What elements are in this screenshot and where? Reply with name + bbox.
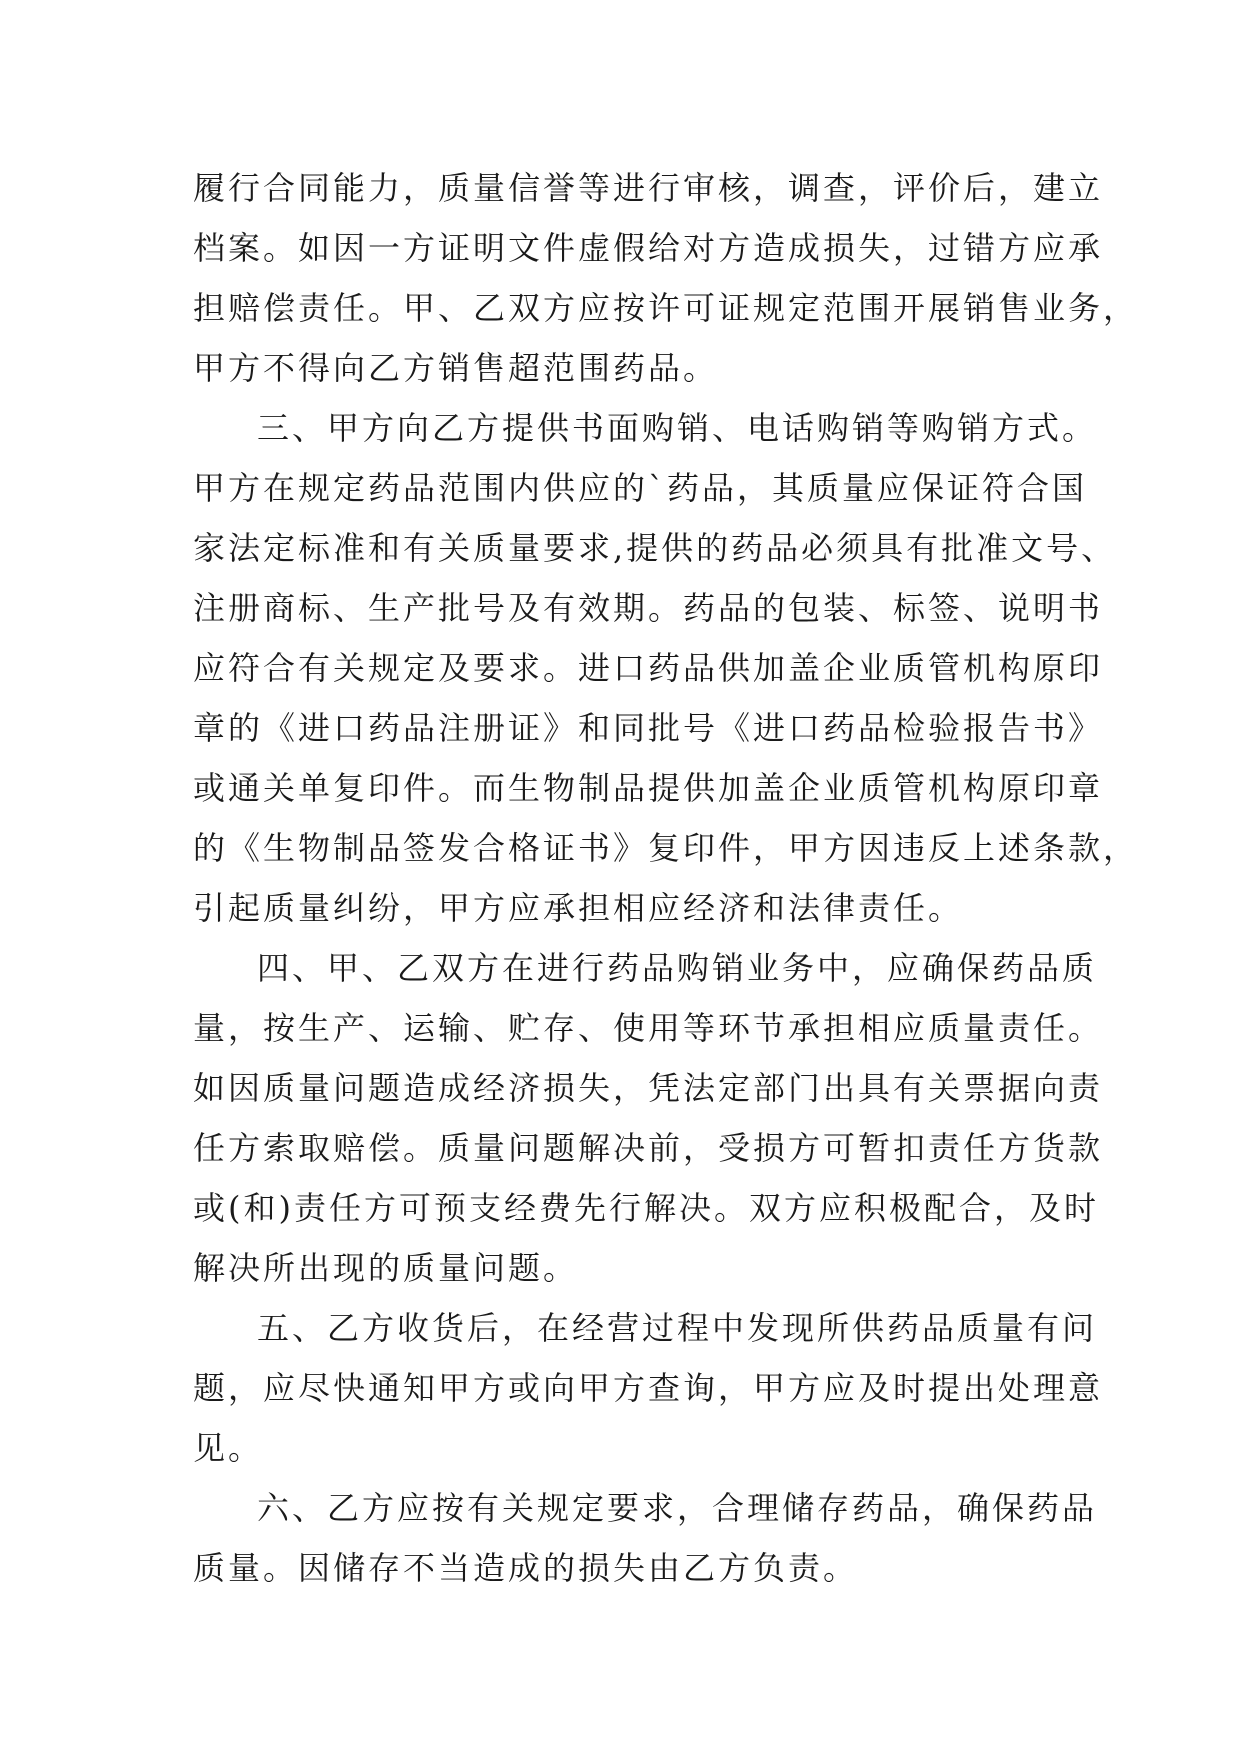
text-line: 四、甲、乙双方在进行药品购销业务中，应确保药品质	[257, 949, 1098, 987]
paragraph-clause-3	[193, 398, 1139, 938]
text-line: 或通关单复印件。而生物制品提供加盖企业质管机构原印章	[193, 769, 1104, 807]
text-line: 甲方在规定药品范围内供应的`药品，其质量应保证符合国	[193, 469, 1088, 507]
text-line: 引起质量纠纷，甲方应承担相应经济和法律责任。	[193, 889, 964, 927]
text-line: 甲方不得向乙方销售超范围药品。	[193, 349, 719, 387]
paragraph-clause-4	[193, 938, 1104, 1298]
text-line: 档案。如因一方证明文件虚假给对方造成损失，过错方应承	[193, 229, 1104, 267]
text-line: 见。	[193, 1429, 264, 1467]
paragraph-clause-6	[193, 1478, 1098, 1598]
text-line: 注册商标、生产批号及有效期。药品的包装、标签、说明书	[193, 589, 1104, 627]
text-line: 履行合同能力，质量信誉等进行审核，调查，评价后，建立	[193, 169, 1104, 207]
text-line: 题，应尽快通知甲方或向甲方查询，甲方应及时提出处理意	[193, 1369, 1104, 1407]
text-line: 应符合有关规定及要求。进口药品供加盖企业质管机构原印	[193, 649, 1104, 687]
text-line: 量，按生产、运输、贮存、使用等环节承担相应质量责任。	[193, 1009, 1104, 1047]
text-line: 担赔偿责任。甲、乙双方应按许可证规定范围开展销售业务，	[193, 289, 1139, 327]
text-line: 如因质量问题造成经济损失，凭法定部门出具有关票据向责	[193, 1069, 1104, 1107]
text-line: 三、甲方向乙方提供书面购销、电话购销等购销方式。	[257, 409, 1098, 447]
document-body	[193, 158, 1139, 1598]
text-line: 解决所出现的质量问题。	[193, 1249, 579, 1287]
text-line: 章的《进口药品注册证》和同批号《进口药品检验报告书》	[193, 709, 1104, 747]
text-line: 或(和)责任方可预支经费先行解决。双方应积极配合，及时	[193, 1189, 1099, 1227]
text-line: 六、乙方应按有关规定要求，合理储存药品，确保药品	[257, 1489, 1098, 1527]
text-line: 五、乙方收货后，在经营过程中发现所供药品质量有问	[257, 1309, 1098, 1347]
text-line: 的《生物制品签发合格证书》复印件，甲方因违反上述条款，	[193, 829, 1139, 867]
paragraph-continuation	[193, 158, 1139, 398]
paragraph-clause-5	[193, 1298, 1104, 1478]
text-line: 任方索取赔偿。质量问题解决前，受损方可暂扣责任方货款	[193, 1129, 1104, 1167]
text-line: 家法定标准和有关质量要求,提供的药品必须具有批准文号、	[193, 529, 1117, 567]
text-line: 质量。因储存不当造成的损失由乙方负责。	[193, 1549, 859, 1587]
